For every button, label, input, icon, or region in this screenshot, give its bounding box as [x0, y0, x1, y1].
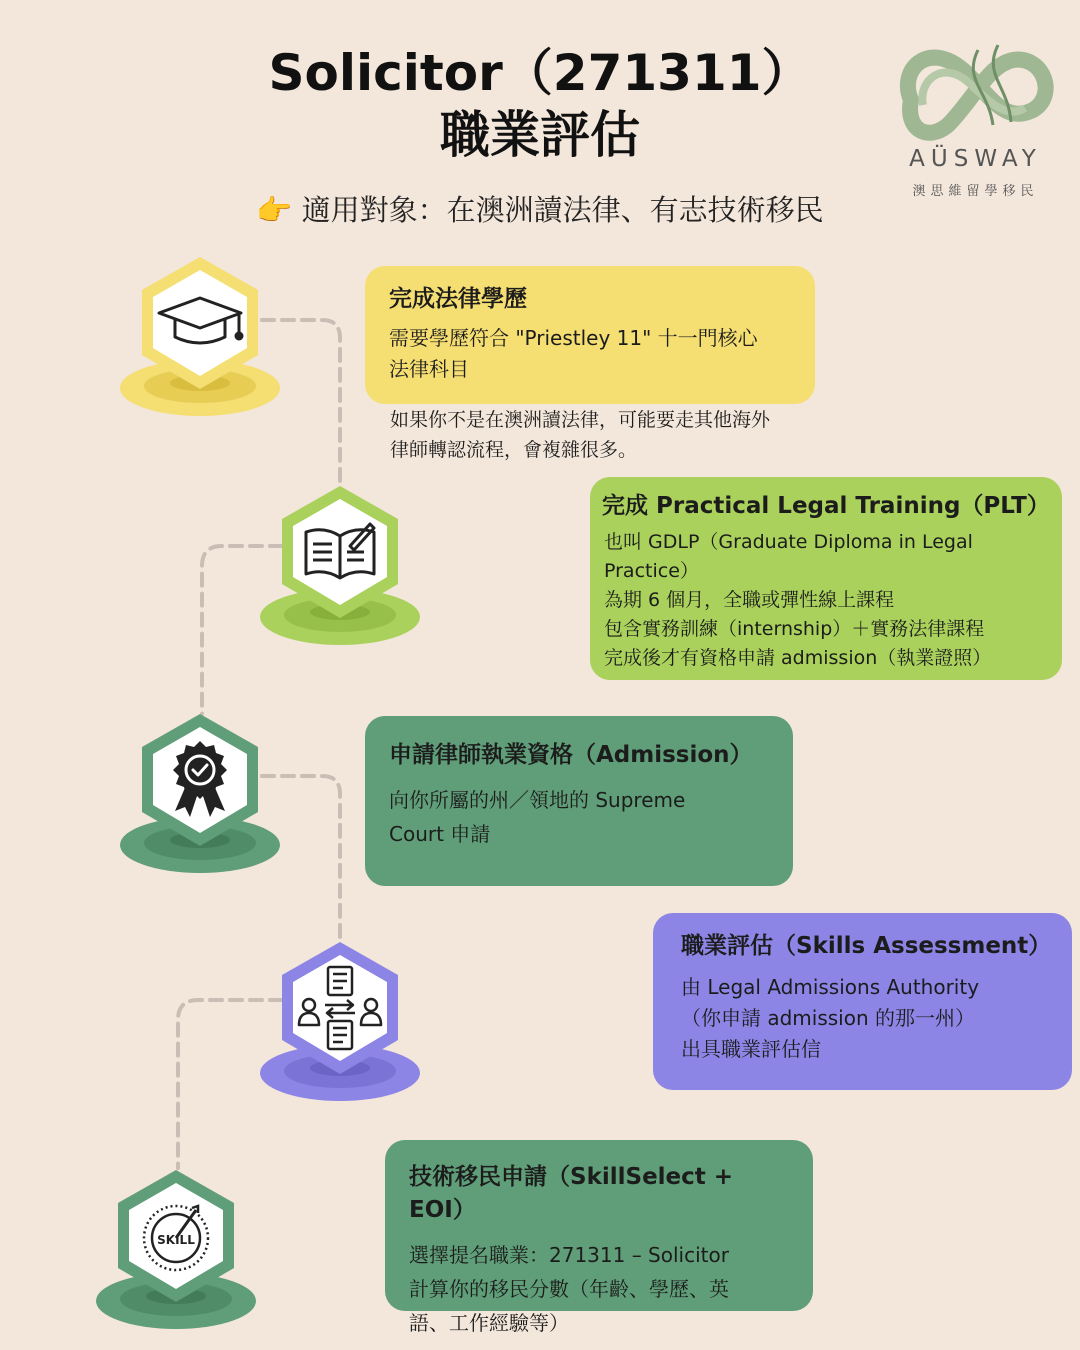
step-4-body: 由 Legal Admissions Authority （你申請 admission 的那一州） 出具職業評估信: [681, 975, 980, 1061]
step-3-body: 向你所屬的州／領地的 Supreme Court 申請: [389, 788, 686, 846]
step-2-node: [260, 484, 420, 664]
step-1-node: [120, 255, 280, 435]
step-5-card: [385, 1140, 813, 1335]
page-title-line1: Solicitor（271311）: [268, 44, 812, 102]
step-1-card: [365, 266, 815, 404]
page-title-line2: 職業評估: [440, 106, 640, 164]
svg-text:SKILL: SKILL: [157, 1233, 195, 1247]
award-badge-icon: [165, 739, 235, 819]
step-4-card: [653, 913, 1072, 1090]
step-4-title: 職業評估（Skills Assessment）: [681, 933, 1052, 959]
step-4-node: [260, 940, 420, 1120]
skill-gauge-icon: [136, 1196, 216, 1276]
step-1-note: 如果你不是在澳洲讀法律，可能要走其他海外 律師轉認流程，會複雜很多。: [390, 409, 771, 461]
step-1-body: 需要學歷符合 "Priestley 11" 十一門核心 法律科目: [389, 326, 758, 381]
step-3-node: [120, 712, 280, 892]
audience-subtitle: 👉 適用對象：在澳洲讀法律、有志技術移民: [256, 193, 824, 227]
logo-name-zh: 澳思維留學移民: [912, 184, 1039, 199]
step-2-title: 完成 Practical Legal Training（PLT）: [602, 493, 1050, 519]
step-2-body: 也叫 GDLP（Graduate Diploma in Legal Practice） 為期 6 個月，全職或彈性線上課程 包含實務訓練（internship）＋實務法律課程 完成後才有資格申請 admission（執業證照）: [604, 531, 992, 669]
step-5-title: 技術移民申請（SkillSelect + EOI）: [409, 1164, 734, 1223]
step-1-title: 完成法律學歷: [389, 286, 527, 312]
step-3-title: 申請律師執業資格（Admission）: [389, 742, 753, 768]
step-5-body: 選擇提名職業：271311 – Solicitor 計算你的移民分數（年齡、學歷、英 語、工作經驗等）: [409, 1243, 729, 1335]
logo-name-en: AÜSWAY: [909, 146, 1042, 172]
step-3-card: [365, 716, 793, 886]
open-book-icon: [300, 520, 380, 584]
step-5-node: [96, 1168, 256, 1348]
document-exchange-icon: [295, 963, 385, 1053]
step-2-card: [590, 477, 1062, 680]
graduation-cap-icon: [155, 293, 245, 353]
